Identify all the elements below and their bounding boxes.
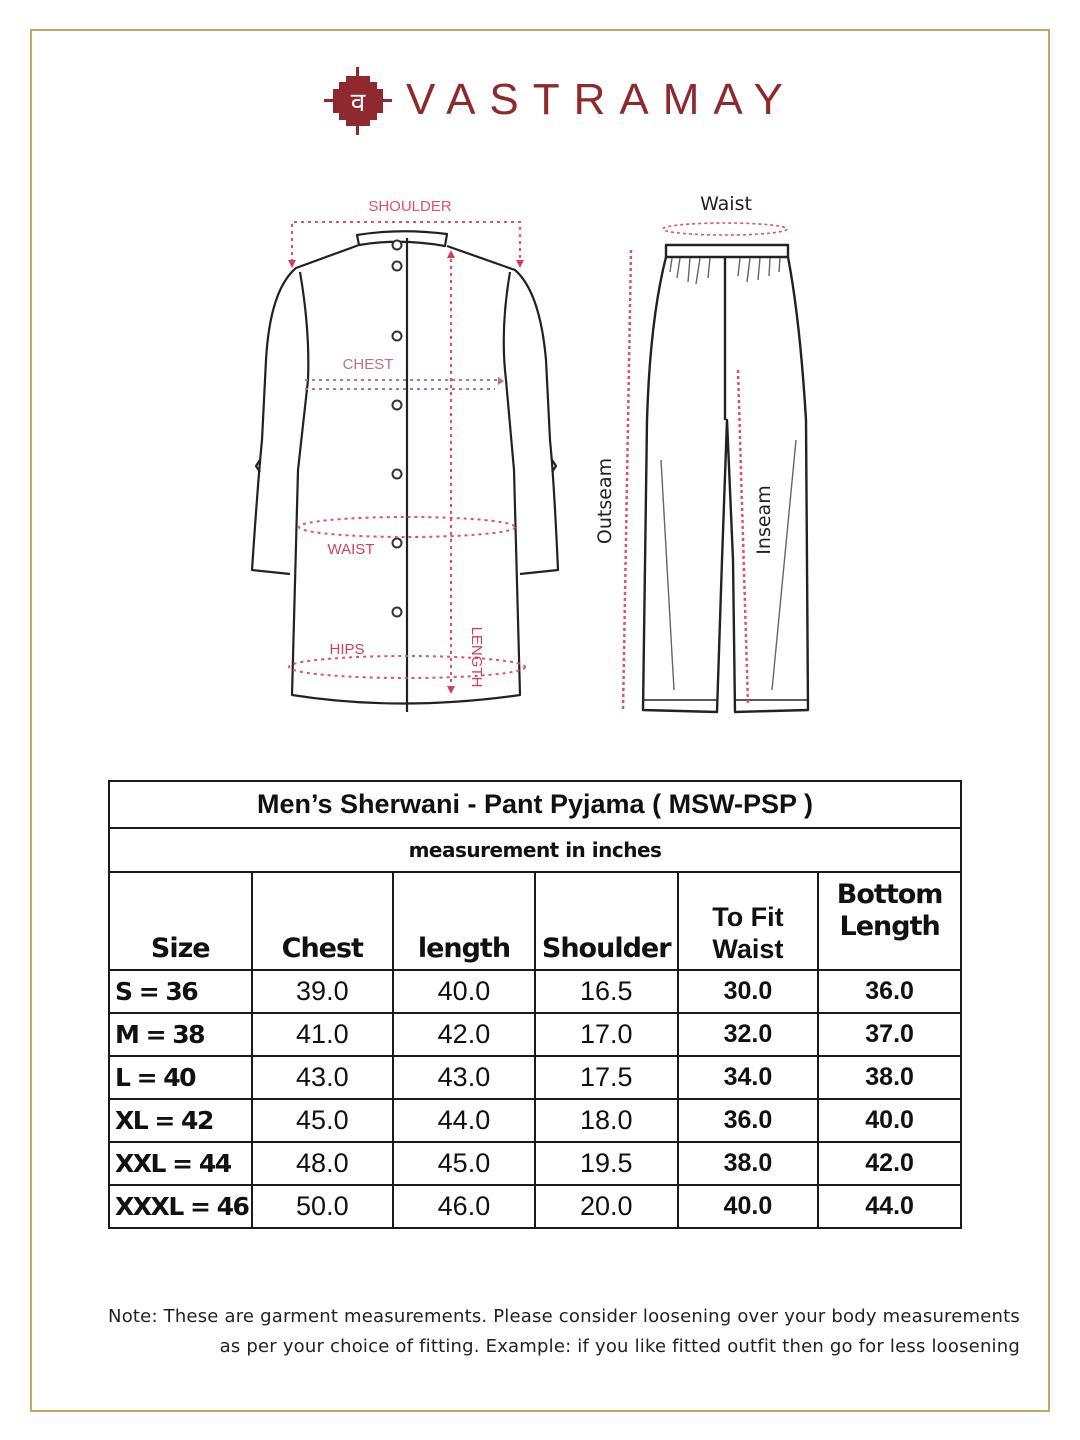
col-header-chest: Chest bbox=[252, 872, 394, 970]
cell-chest: 41.0 bbox=[252, 1013, 394, 1056]
cell-size: XXXL = 46 bbox=[109, 1185, 252, 1228]
col-header-bottom-length: Bottom Length bbox=[818, 872, 961, 970]
cell-length: 40.0 bbox=[393, 970, 535, 1013]
label-pyjama-waist: Waist bbox=[700, 193, 752, 215]
table-row bbox=[109, 1185, 961, 1228]
cell-shoulder: 17.0 bbox=[535, 1013, 678, 1056]
table-row bbox=[109, 970, 961, 1013]
cell-chest: 45.0 bbox=[252, 1099, 394, 1142]
cell-size: S = 36 bbox=[109, 970, 252, 1013]
cell-chest: 39.0 bbox=[252, 970, 394, 1013]
cell-waist: 34.0 bbox=[678, 1056, 819, 1099]
cell-waist: 36.0 bbox=[678, 1099, 819, 1142]
label-inseam: Inseam bbox=[753, 485, 775, 555]
size-chart-table bbox=[108, 780, 962, 1229]
sherwani-buttons bbox=[393, 241, 402, 617]
unit-note: measurement in inches bbox=[109, 828, 961, 872]
cell-bottom-length: 44.0 bbox=[818, 1185, 961, 1228]
cell-size: XXL = 44 bbox=[109, 1142, 252, 1185]
label-chest: CHEST bbox=[342, 356, 394, 373]
cell-chest: 48.0 bbox=[252, 1142, 394, 1185]
pyjama-drawing bbox=[643, 245, 808, 712]
cell-shoulder: 19.5 bbox=[535, 1142, 678, 1185]
measurement-illustration bbox=[240, 180, 840, 725]
brand-mark-icon bbox=[324, 67, 392, 135]
cell-length: 43.0 bbox=[393, 1056, 535, 1099]
cell-shoulder: 20.0 bbox=[535, 1185, 678, 1228]
cell-bottom-length: 40.0 bbox=[818, 1099, 961, 1142]
table-row bbox=[109, 1056, 961, 1099]
label-shoulder: SHOULDER bbox=[368, 198, 452, 215]
brand-name: VASTRAMAY bbox=[406, 75, 797, 124]
label-length: LENGTH bbox=[468, 626, 485, 688]
col-header-to-fit-waist: To Fit Waist bbox=[678, 872, 819, 970]
cell-chest: 43.0 bbox=[252, 1056, 394, 1099]
table-row bbox=[109, 1099, 961, 1142]
col-header-length: length bbox=[393, 872, 535, 970]
cell-shoulder: 16.5 bbox=[535, 970, 678, 1013]
pyjama-measure-lines bbox=[623, 223, 787, 710]
sherwani-drawing bbox=[252, 231, 558, 712]
cell-bottom-length: 36.0 bbox=[818, 970, 961, 1013]
col-header-shoulder: Shoulder bbox=[535, 872, 678, 970]
col-header-size: Size bbox=[109, 872, 252, 970]
note-line-2: as per your choice of fitting. Example: if you like fitted outfit then go for less loosening bbox=[219, 1336, 1020, 1357]
cell-length: 45.0 bbox=[393, 1142, 535, 1185]
table-row bbox=[109, 1013, 961, 1056]
cell-size: M = 38 bbox=[109, 1013, 252, 1056]
cell-bottom-length: 42.0 bbox=[818, 1142, 961, 1185]
cell-waist: 38.0 bbox=[678, 1142, 819, 1185]
note-line-1: Note: These are garment measurements. Please consider loosening over your body measurements bbox=[108, 1306, 1020, 1327]
cell-length: 46.0 bbox=[393, 1185, 535, 1228]
label-waist: WAIST bbox=[327, 541, 375, 558]
cell-length: 44.0 bbox=[393, 1099, 535, 1142]
cell-waist: 32.0 bbox=[678, 1013, 819, 1056]
size-chart-title: Men’s Sherwani - Pant Pyjama ( MSW-PSP ) bbox=[109, 781, 961, 828]
cell-chest: 50.0 bbox=[252, 1185, 394, 1228]
cell-bottom-length: 37.0 bbox=[818, 1013, 961, 1056]
table-header-row bbox=[109, 872, 961, 970]
label-hips: HIPS bbox=[329, 641, 365, 658]
cell-size: L = 40 bbox=[109, 1056, 252, 1099]
svg-text:व: व bbox=[350, 88, 366, 118]
cell-shoulder: 18.0 bbox=[535, 1099, 678, 1142]
label-outseam: Outseam bbox=[594, 457, 616, 545]
cell-bottom-length: 38.0 bbox=[818, 1056, 961, 1099]
cell-length: 42.0 bbox=[393, 1013, 535, 1056]
cell-size: XL = 42 bbox=[109, 1099, 252, 1142]
fitting-note bbox=[40, 1302, 1020, 1362]
brand-logo bbox=[324, 66, 797, 136]
table-row bbox=[109, 1142, 961, 1185]
cell-waist: 40.0 bbox=[678, 1185, 819, 1228]
cell-waist: 30.0 bbox=[678, 970, 819, 1013]
cell-shoulder: 17.5 bbox=[535, 1056, 678, 1099]
